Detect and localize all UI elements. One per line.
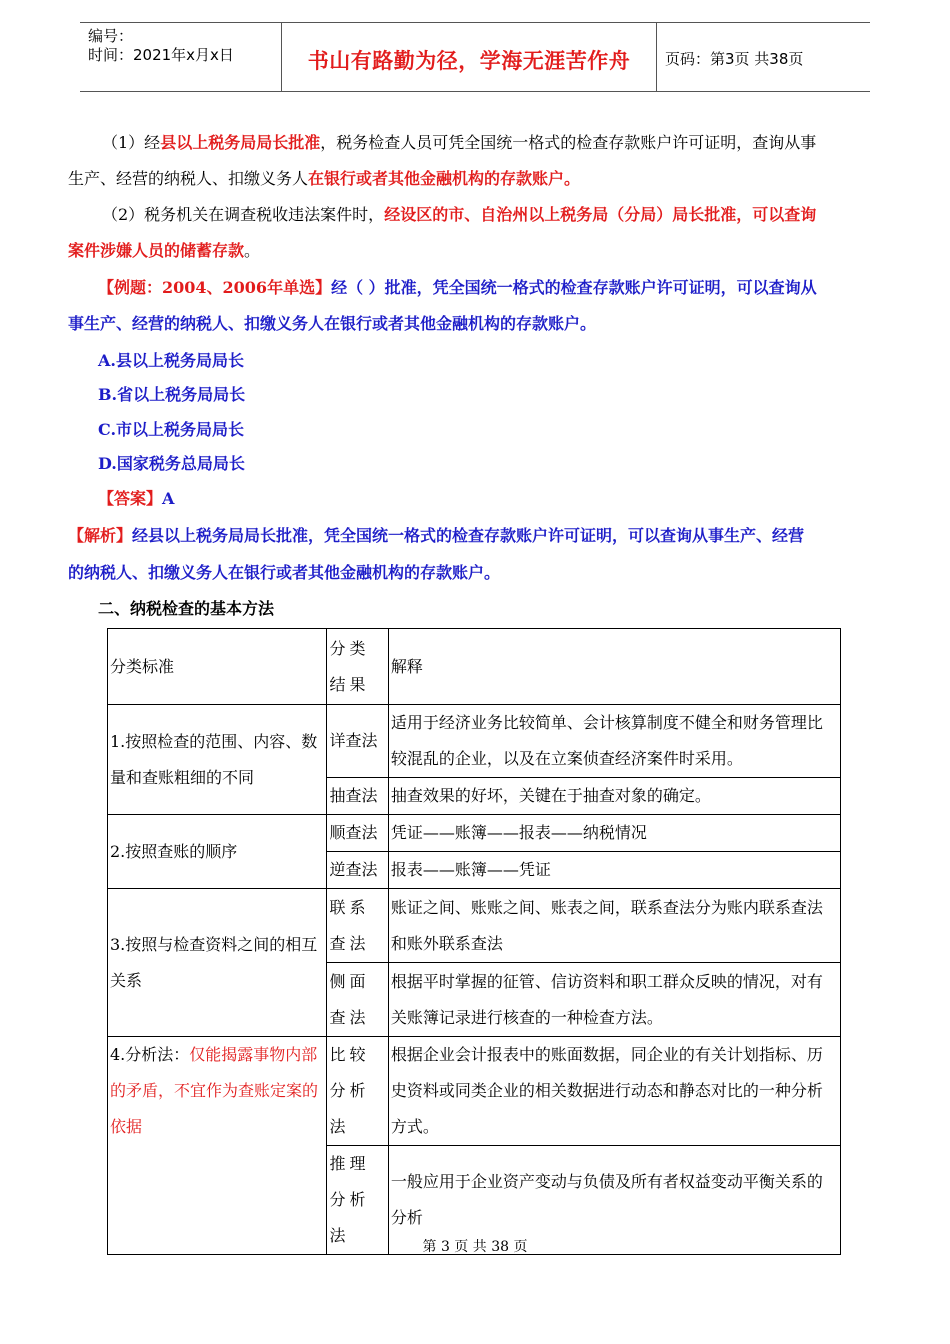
header-motto-cell (281, 23, 657, 91)
result-cell: 详查法 (327, 705, 388, 778)
explain-cell: 一般应用于企业资产变动与负债及所有者权益变动平衡关系的分析 (388, 1146, 840, 1255)
result-cell: 推理分析法 (327, 1146, 388, 1255)
example-question-line-1 (68, 270, 913, 306)
paragraph-2-line-2 (68, 233, 883, 269)
criterion-cell: 2.按照查账的顺序 (108, 815, 327, 889)
text: 。 (564, 169, 581, 188)
header-cell: 解释 (388, 629, 840, 705)
explain-cell: 根据企业会计报表中的账面数据，同企业的有关计划指标、历史资料或同类企业的相关数据进行动态和静态对比的一种分析方式。 (388, 1037, 840, 1146)
section-title: 二、纳税检查的基本方法 (98, 599, 275, 618)
highlight-text: 县以上税务局局长批准 (160, 133, 321, 152)
explain-cell: 账证之间、账账之间、账表之间，联系查法分为账内联系查法和账外联系查法 (388, 889, 840, 963)
answer-value: A (162, 489, 175, 508)
highlight-text: 经设区的市、自治州以上税务局（分局）局长批准，可以查询 (384, 205, 817, 224)
criterion-cell (108, 1037, 327, 1255)
motto: 书山有路勤为径，学海无涯苦作舟 (307, 48, 631, 73)
table-header-row (108, 629, 841, 705)
result-cell: 比较分析法 (327, 1037, 388, 1146)
page-footer (0, 1236, 950, 1256)
explain-cell: 报表——账簿——凭证 (388, 852, 840, 889)
question-text: 事生产、经营的纳税人、扣缴义务人在银行或者其他金融机构的存款账户。 (68, 314, 597, 333)
table-row (108, 705, 841, 778)
methods-table (107, 628, 841, 1255)
header-cell: 分类结果 (327, 629, 388, 705)
result-cell: 联系查法 (327, 889, 388, 963)
text: 。 (244, 241, 261, 260)
criterion-cell: 1.按照检查的范围、内容、数量和查账粗细的不同 (108, 705, 327, 815)
table-row (108, 889, 841, 963)
question-text: 经（ ）批准，凭全国统一格式的检查存款账户许可证明，可以查询从 (331, 278, 817, 297)
table-row (108, 1037, 841, 1146)
option-c: C.市以上税务局局长 (98, 420, 245, 439)
paragraph-2-line-1 (68, 197, 917, 233)
text: 生产、经营的纳税人、扣缴义务人 (68, 169, 309, 188)
answer-line (68, 481, 913, 517)
explain-cell: 适用于经济业务比较简单、会计核算制度不健全和财务管理比较混乱的企业，以及在立案侦查经济案件时采用。 (388, 705, 840, 778)
header-cell: 分类标准 (108, 629, 327, 705)
analysis-line-1 (68, 518, 883, 554)
highlight-text: 在银行或者其他金融机构的存款账户 (308, 169, 565, 188)
header-page-cell (655, 23, 870, 91)
example-question-line-2 (68, 306, 883, 342)
header-meta-cell (80, 23, 281, 91)
explain-cell: 根据平时掌握的征管、信访资料和职工群众反映的情况，对有关账簿记录进行核查的一种检查方法。 (388, 963, 840, 1037)
explain-cell: 抽查效果的好坏，关键在于抽查对象的确定。 (388, 778, 840, 815)
table-row (108, 815, 841, 852)
analysis-text: 经县以上税务局局长批准，凭全国统一格式的检查存款账户许可证明，可以查询从事生产、经营 (132, 526, 805, 545)
number-label: 编号： (88, 27, 134, 45)
text: （1）经 (102, 133, 161, 152)
criterion-cell: 3.按照与检查资料之间的相互关系 (108, 889, 327, 1037)
criterion-prefix: 4.分析法： (110, 1045, 190, 1064)
analysis-line-2: 的纳税人、扣缴义务人在银行或者其他金融机构的存款账户。 (68, 563, 501, 582)
text: （2）税务机关在调查税收违法案件时， (102, 205, 385, 224)
paragraph-1-line-2 (68, 161, 883, 197)
result-cell: 侧面查法 (327, 963, 388, 1037)
option-a: A.县以上税务局局长 (98, 351, 244, 370)
highlight-text: 案件涉嫌人员的储蓄存款 (68, 241, 245, 260)
answer-tag: 【答案】 (98, 489, 163, 508)
explain-cell: 凭证——账簿——报表——纳税情况 (388, 815, 840, 852)
option-b: B.省以上税务局局长 (98, 385, 246, 404)
paragraph-1-line-1 (68, 125, 917, 161)
result-cell: 顺查法 (327, 815, 388, 852)
option-d: D.国家税务总局局长 (98, 454, 245, 473)
document-header (80, 22, 870, 92)
result-cell: 抽查法 (327, 778, 388, 815)
example-tag: 【例题：2004、2006年单选】 (98, 278, 332, 297)
time-label: 时间：2021年x月x日 (88, 46, 234, 64)
footer-text: 第 3 页 共 38 页 (422, 1239, 528, 1255)
analysis-tag: 【解析】 (68, 526, 133, 545)
result-cell: 逆查法 (327, 852, 388, 889)
page-info: 页码：第3页 共38页 (665, 50, 804, 68)
criterion-note: 仅能揭露事物内部的矛盾，不宜作为查账定案的依据 (110, 1045, 319, 1136)
text: ，税务检查人员可凭全国统一格式的检查存款账户许可证明，查询从事 (320, 133, 817, 152)
